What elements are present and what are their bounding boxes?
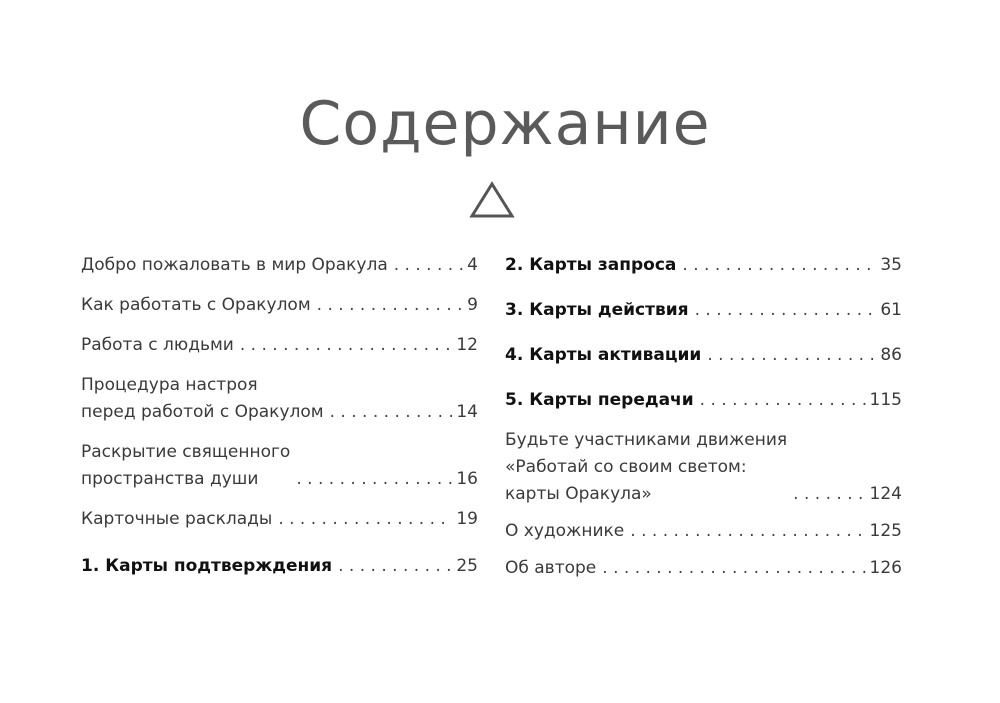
dot-leader bbox=[394, 252, 463, 279]
toc-entry-attunement[interactable] bbox=[81, 372, 478, 426]
dot-leader bbox=[630, 518, 865, 545]
dot-leader bbox=[330, 399, 453, 426]
toc-entry-text: 2. Карты запроса bbox=[505, 255, 677, 275]
toc-entry-page: 9 bbox=[467, 295, 478, 315]
toc-entry-how-to-work[interactable] bbox=[81, 292, 478, 319]
dot-leader bbox=[700, 387, 866, 414]
toc-entry-text: Процедура настроя перед работой с Оракулом bbox=[81, 375, 324, 422]
dot-leader bbox=[296, 466, 452, 493]
toc-entry-page: 19 bbox=[456, 509, 478, 529]
dot-leader bbox=[682, 252, 876, 279]
toc-entry-about-author[interactable] bbox=[505, 555, 902, 582]
toc-entry-movement[interactable] bbox=[505, 427, 902, 508]
toc-entry-request-cards[interactable] bbox=[505, 252, 902, 279]
dot-leader bbox=[278, 506, 452, 533]
toc-entry-text: Как работать с Оракулом bbox=[81, 295, 311, 315]
dot-leader bbox=[707, 342, 876, 369]
toc-entry-text: 5. Карты передачи bbox=[505, 390, 694, 410]
dot-leader bbox=[602, 555, 865, 582]
toc-entry-page: 12 bbox=[456, 335, 478, 355]
dot-leader bbox=[338, 553, 452, 580]
toc-entry-page: 4 bbox=[467, 255, 478, 275]
toc-entry-sacred-space[interactable] bbox=[81, 439, 478, 493]
toc-entry-confirmation-cards[interactable] bbox=[81, 553, 478, 580]
toc-entry-text: Карточные расклады bbox=[81, 509, 273, 529]
dot-leader bbox=[695, 297, 877, 324]
toc-entry-page: 86 bbox=[880, 345, 902, 365]
toc-entry-about-artist[interactable] bbox=[505, 518, 902, 545]
dot-leader bbox=[317, 292, 464, 319]
toc-entry-welcome[interactable] bbox=[81, 252, 478, 279]
toc-entry-page: 35 bbox=[880, 255, 902, 275]
toc-entry-text: Раскрытие священного пространства души bbox=[81, 442, 291, 489]
toc-entry-page: 125 bbox=[869, 521, 902, 541]
toc-entry-page: 124 bbox=[869, 484, 902, 504]
toc-entry-page: 61 bbox=[880, 300, 902, 320]
toc-left-column bbox=[81, 250, 478, 580]
toc-entry-page: 16 bbox=[456, 469, 478, 489]
toc-entry-transmission-cards[interactable] bbox=[505, 387, 902, 414]
toc-entry-text: Будьте участниками движения «Работай со своим светом: карты Оракула» bbox=[505, 430, 788, 504]
triangle-outline-icon bbox=[469, 181, 515, 219]
toc-entry-activation-cards[interactable] bbox=[505, 342, 902, 369]
toc-entry-text: О художнике bbox=[505, 521, 625, 541]
toc-entry-text: Работа с людьми bbox=[81, 335, 234, 355]
toc-entry-page: 126 bbox=[869, 558, 902, 578]
toc-entry-text: Об авторе bbox=[505, 558, 597, 578]
toc-entry-page: 25 bbox=[456, 556, 478, 576]
toc-entry-page: 115 bbox=[869, 390, 902, 410]
toc-entry-page: 14 bbox=[456, 402, 478, 422]
toc-entry-working-with-people[interactable] bbox=[81, 332, 478, 359]
toc-entry-action-cards[interactable] bbox=[505, 297, 902, 324]
toc-entry-text: 3. Карты действия bbox=[505, 300, 689, 320]
toc-entry-text: Добро пожаловать в мир Оракула bbox=[81, 255, 388, 275]
page-title: Содержание bbox=[299, 89, 711, 159]
toc-right-column bbox=[505, 250, 902, 582]
toc-entry-text: 4. Карты активации bbox=[505, 345, 702, 365]
toc-entry-text: 1. Карты подтверждения bbox=[81, 556, 333, 576]
dot-leader bbox=[240, 332, 453, 359]
toc-entry-spreads[interactable] bbox=[81, 506, 478, 533]
dot-leader bbox=[793, 481, 865, 508]
